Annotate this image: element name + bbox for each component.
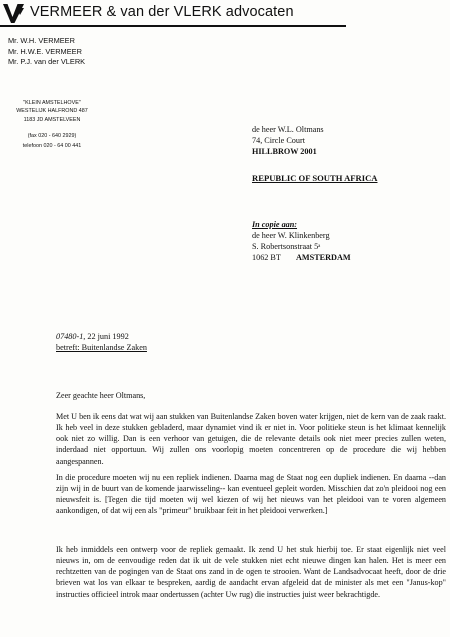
fax-number: (fax 020 - 640 2929) — [27, 133, 77, 139]
recipient-name: de heer W.L. Oltmans — [252, 125, 324, 134]
paragraph: In die procedure moeten wij nu een repliek indienen. Daarna mag de Staat nog een dupliek indienen. En daarna --dan zijn wij in de buurt van de komende jaarwisseling-- kan eventueel gepleit worden. Misschien dat zo'n pleidooi nog een nieuwsfeit is. [Tegen die tijd moeten wij wel kiezen of wij het nieuws van het pleidooi van te voren algemeen aankondigen, of dat wij een als "primeur" bruikbaar feit in het pleidooi verwerken.] — [56, 473, 446, 516]
firm-name: VERMEER & van der VLERK advocaten — [30, 4, 294, 20]
letter-subject: betreft: Buitenlandse Zaken — [56, 343, 147, 352]
firm-contact — [2, 131, 102, 151]
partner-name: Mr. P.J. van der VLERK — [8, 57, 86, 67]
copy-postcode: 1062 BT — [252, 253, 281, 262]
address-line: WESTELIJK HALFROND 487 — [16, 108, 88, 115]
address-line: "KLEIN AMSTELHOVE" — [23, 100, 81, 106]
recipient-city: HILLBROW 2001 — [252, 147, 317, 156]
phone-number: telefoon 020 - 64 00 441 — [22, 143, 82, 149]
copy-name: de heer W. Klinkenberg — [252, 231, 330, 240]
address-line: 1183 JD AMSTELVEEN — [23, 116, 81, 123]
paragraph: Met U ben ik eens dat wat wij aan stukken van Buitenlandse Zaken boven water krijgen, niet de kern van de zaak raakt. Ik heb veel in deze stukken gebladerd, maar dynamiet vind ik er niet in. Voor politieke steun is het klimaat kennelijk ook niet zo willig. Dan is een verhoor van getuigen, die de relevante details ook niet meer precies zullen weten, inderdaad niet opportuun. Wij zullen ons voorlopig moeten concentreren op de procedure die wij hebben aangespannen. — [56, 412, 446, 466]
recipient-country: REPUBLIC OF SOUTH AFRICA — [252, 173, 378, 183]
recipient-address — [252, 124, 324, 157]
paragraph: Ik heb inmiddels een ontwerp voor de repliek gemaakt. Ik zend U het stuk hierbij toe. Er staat eigenlijk niet veel nieuws in, om de eenvoudige reden dat ik uit de vele stukken niet echt nieuwe dingen kan halen. Het is meer een rechtzetten van de pogingen van de Staat ons zand in de ogen te strooien. Want de Landsadvocaat heeft, door de drie brieven wat los van elkaar te bespreken, aardig de aandacht ervan afgeleid dat de minister als met een "Janus-kop" instructies officieel introk maar ondertussen (achter Uw rug) die instructies juist weer bekrachtigde. — [56, 545, 446, 599]
firm-address — [2, 99, 102, 124]
copy-recipient — [252, 219, 351, 263]
reference-number: 07480-1 — [56, 332, 84, 341]
salutation: Zeer geachte heer Oltmans, — [56, 391, 146, 400]
partner-name: Mr. H.W.E. VERMEER — [8, 46, 82, 56]
copy-city: AMSTERDAM — [296, 253, 351, 262]
recipient-street: 74, Circle Court — [252, 136, 305, 145]
partner-name: Mr. W.H. VERMEER — [8, 36, 75, 45]
copy-label: In copie aan: — [252, 220, 298, 229]
letter-reference — [56, 331, 147, 353]
letter-date: , 22 juni 1992 — [83, 332, 129, 341]
letterhead-rule — [0, 25, 346, 27]
partners-list — [8, 36, 85, 68]
copy-street: S. Robertsonstraat 5ᵃ — [252, 242, 321, 251]
firm-logo-icon — [2, 2, 26, 24]
